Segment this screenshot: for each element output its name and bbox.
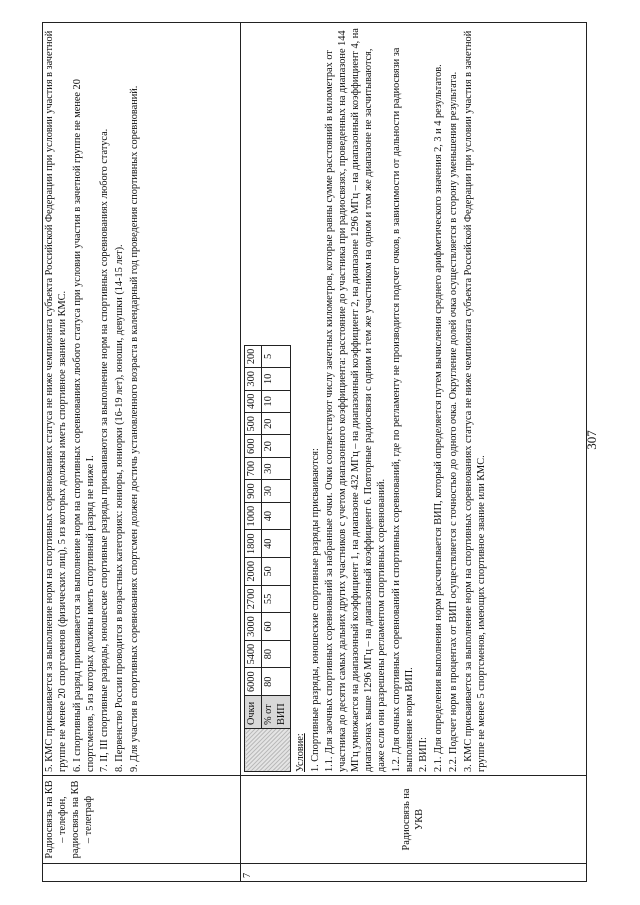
points-value: 5400: [245, 640, 262, 668]
conditions-title: Условие:: [294, 733, 306, 772]
percent-value: 5: [262, 345, 291, 367]
percent-value: 20: [262, 435, 291, 457]
conditions-cell: [241, 23, 587, 776]
points-value: 1800: [245, 530, 262, 558]
points-table: [244, 345, 291, 772]
points-value: 500: [245, 413, 262, 435]
event-name-cell: [241, 776, 587, 864]
other-ranks-condition: 7. II, III спортивные разряды, юношеские спортивные разряды присваиваются за выполнение норм на спортивных соревнованиях любого статуса.: [99, 128, 111, 772]
condition-3: 3. КМС присваивается за выполнение норм на спортивных соревнованиях статуса не ниже чемпионата субъекта Российской Федерации при условии участия в зачетной группе не менее 5 спортсменов, имеющих спортивное звание или КМС.: [463, 30, 487, 772]
points-value: 1000: [245, 502, 262, 530]
percent-value: 80: [262, 640, 291, 668]
points-value: 900: [245, 480, 262, 502]
condition-2-2: 2.2. Подсчет норм в процентах от ВИП осуществляется с точностью до одного очка. Округление долей очка осуществляется в сторону уменьшения результата.: [448, 71, 460, 772]
pattern-cell: [245, 729, 291, 772]
sports-standards-table: [42, 22, 587, 882]
points-value: 300: [245, 368, 262, 390]
rotated-table-area: [42, 22, 587, 882]
percent-value: 40: [262, 530, 291, 558]
points-label: Очки: [245, 696, 262, 729]
points-value: 700: [245, 457, 262, 479]
points-value: 200: [245, 345, 262, 367]
condition-2-1: 2.1. Для определения выполнения норм рассчитывается ВИП, который определяется путем вычисления среднего арифметического значения 2, 3 и 4 результатов.: [433, 64, 445, 772]
row-number-cell: [43, 864, 241, 882]
points-value: 600: [245, 435, 262, 457]
row-number-cell: [241, 864, 587, 882]
percent-value: 40: [262, 502, 291, 530]
percent-value: 10: [262, 390, 291, 412]
condition-2: 2. ВИП:: [418, 737, 430, 772]
percent-row: [262, 345, 291, 771]
percent-value: 30: [262, 480, 291, 502]
percent-value: 30: [262, 457, 291, 479]
page-number: 307: [584, 430, 599, 450]
event-name: Радиосвязь на КВ – телефон, радиосвязь на КВ – телеграф: [44, 780, 94, 859]
event-name-cell: [43, 776, 241, 864]
percent-value: 80: [262, 668, 291, 696]
points-value: 6000: [245, 668, 262, 696]
points-value: 2000: [245, 558, 262, 586]
condition-1: 1. Спортивные разряды, юношеские спортивные разряды присваиваются:: [309, 448, 321, 772]
table-row: [241, 23, 587, 882]
age-condition: 9. Для участия в спортивных соревнованиях спортсмен должен достичь установленного возраста в календарный год проведения спортивных соревнований.: [129, 85, 141, 772]
points-value: 2700: [245, 585, 262, 613]
percent-value: 60: [262, 613, 291, 641]
championship-condition: 8. Первенство России проводится в возрастных категориях: юниоры, юниорки (16-19 лет), юноши, девушки (14-15 лет).: [114, 244, 126, 772]
event-name: Радиосвязь на УКВ: [400, 788, 425, 851]
first-rank-condition: 6. I спортивный разряд присваивается за выполнение норм на спортивных соревнованиях любого статуса при условии участия в зачетной группе не менее 20 спортсменов, 5 из которых должны иметь спортивный разряд не ниже I.: [71, 79, 96, 772]
percent-value: 55: [262, 585, 291, 613]
percent-label: % от ВИП: [262, 696, 291, 729]
percent-value: 10: [262, 368, 291, 390]
points-value: 3000: [245, 613, 262, 641]
percent-value: 50: [262, 558, 291, 586]
points-row: [245, 345, 262, 771]
table-row: [43, 23, 241, 882]
points-value: 400: [245, 390, 262, 412]
kms-condition: 5. КМС присваивается за выполнение норм на спортивных соревнованиях статуса не ниже чемпионата субъекта Российской Федерации при условии участия в зачетной группе не менее 20 спортсменов (физических лиц), 5 из которых должны иметь спортивное звание или КМС.: [44, 30, 68, 772]
condition-1-2: 1.2. Для очных спортивных соревнований и спортивных соревнований, где по регламенту не производится подсчет очков, в зависимости от дальности радиосвязи за выполнение норм ВИП.: [390, 47, 415, 772]
condition-1-1: 1.1. Для заочных спортивных соревнований за набранные очки. Очки соответствуют числу зачетных километров, которые равны сумме расстояний в километрах от участника до десяти самых дальних других участников с учетом диапазонного коэффициента: расстояние до участника при радиосвязях, проведенных на диапазоне 144 МГц умножается на диапазонный коэффициент 1, на диапазоне 432 МГц – на диапазонный коэффициент 2, на диапазоне 1296 МГц – на диапазонный коэффициент 4, на диапазонах выше 1296 МГц – на диапазонный коэффициент 6. Повторные радиосвязи с одним и тем же участником на одном и том же диапазоне не засчитываются, даже если они разрешены регламентом спортивных соревнований.: [324, 28, 387, 772]
row-number: 7: [242, 872, 253, 878]
percent-value: 20: [262, 413, 291, 435]
conditions-cell: [43, 23, 241, 776]
